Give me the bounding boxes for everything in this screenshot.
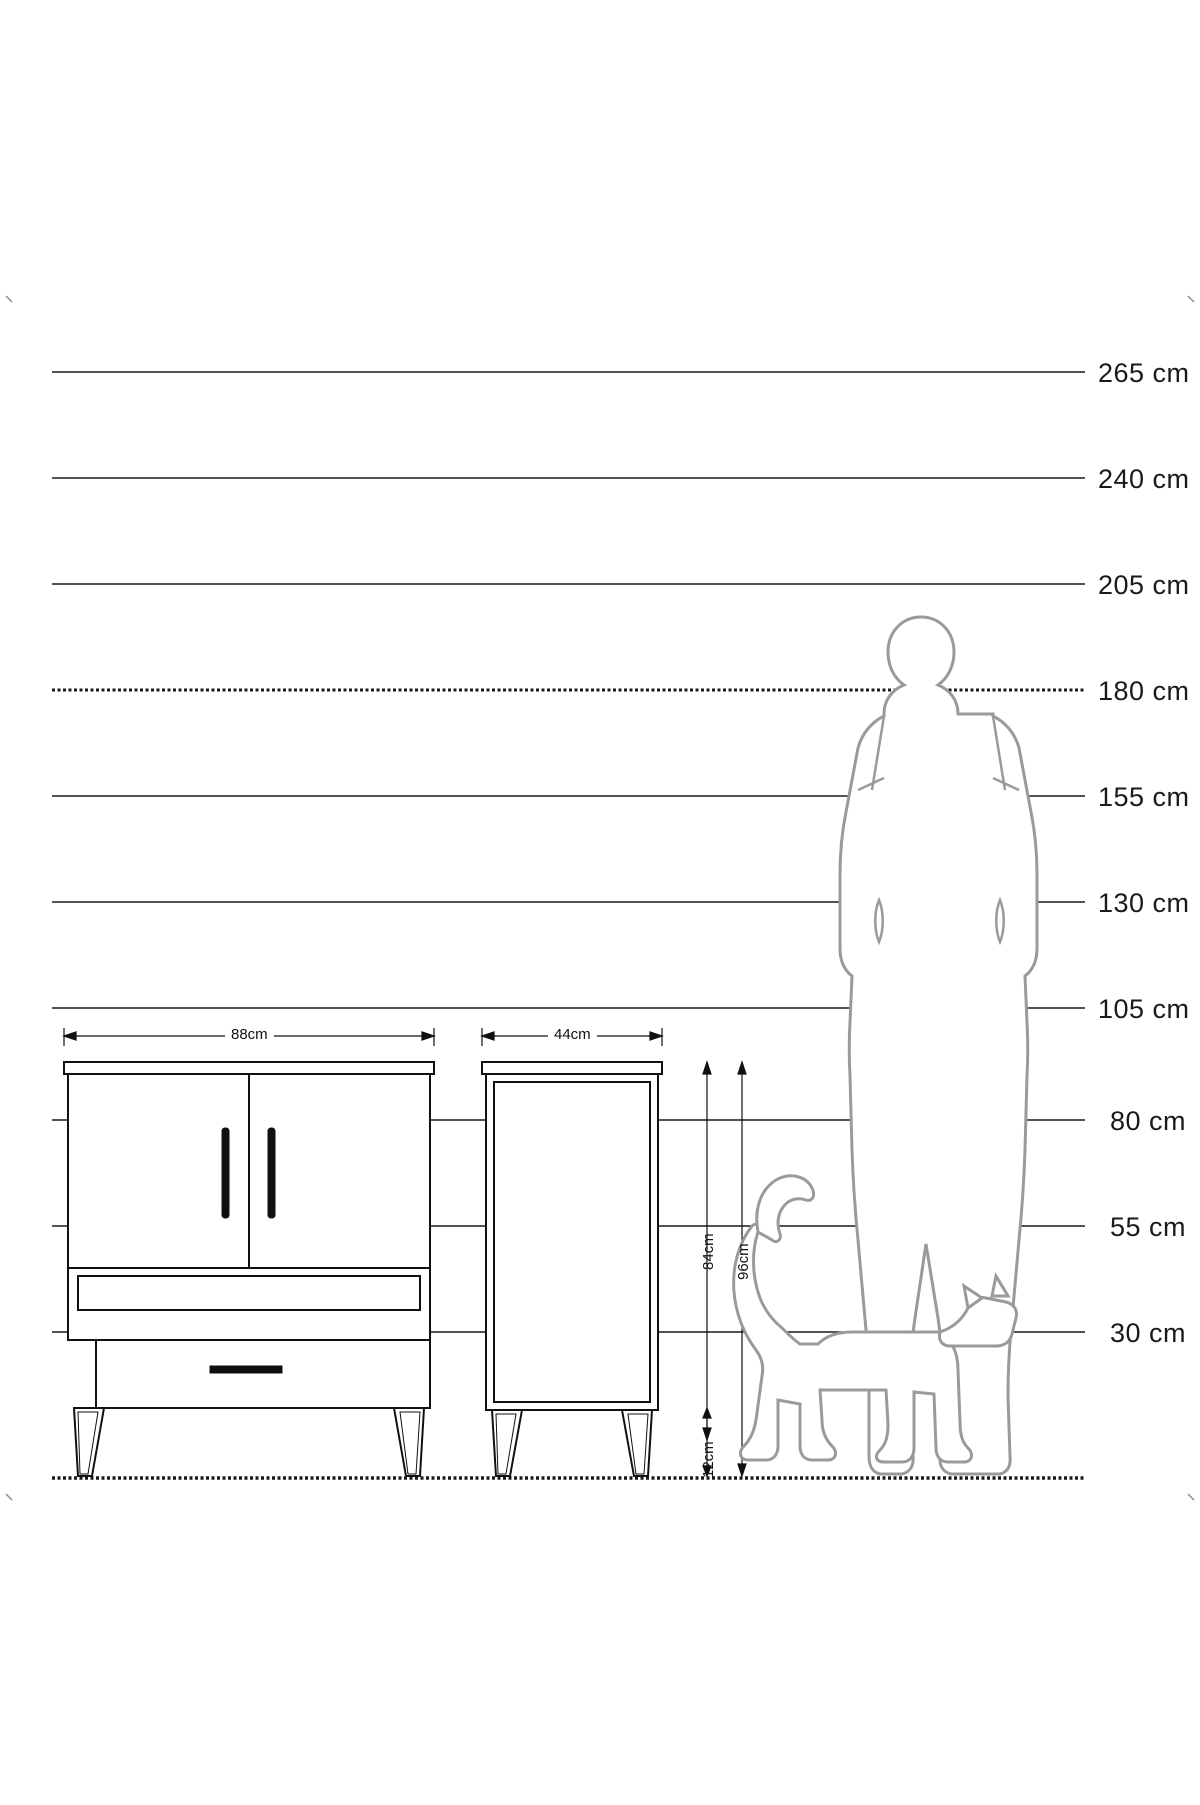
dim-12-arrow-top bbox=[703, 1408, 711, 1418]
tall-cabinet bbox=[482, 1062, 662, 1476]
scale-label-155: 155 cm bbox=[1098, 782, 1190, 812]
dim-96-arrow-bottom bbox=[738, 1464, 746, 1476]
dim-88-arrow-left bbox=[64, 1032, 76, 1040]
corner-mark-bottom-right bbox=[1188, 1494, 1194, 1500]
cabinet-top-board bbox=[64, 1062, 434, 1074]
scale-label-180: 180 cm bbox=[1098, 676, 1190, 706]
dim-label-height-12: 12cm bbox=[700, 1441, 717, 1478]
corner-mark-top-left bbox=[6, 296, 12, 302]
corner-mark-top-right bbox=[1188, 296, 1194, 302]
corner-mark-bottom-left bbox=[6, 1494, 12, 1500]
scale-label-205: 205 cm bbox=[1098, 570, 1190, 600]
cabinet-door-handle-left bbox=[222, 1128, 229, 1218]
tall-cabinet-door bbox=[494, 1082, 650, 1402]
scale-label-240: 240 cm bbox=[1098, 464, 1190, 494]
scale-label-55: 55 cm bbox=[1110, 1212, 1187, 1242]
scale-label-130: 130 cm bbox=[1098, 888, 1190, 918]
dim-96-arrow-top bbox=[738, 1062, 746, 1074]
dim-label-tall-unit-width: 44cm bbox=[548, 1026, 597, 1043]
human-arm-gap-left bbox=[875, 900, 883, 942]
two-door-cabinet bbox=[64, 1062, 434, 1476]
dim-84-arrow-top bbox=[703, 1062, 711, 1074]
scale-label-105: 105 cm bbox=[1098, 994, 1190, 1024]
dim-44-arrow-right bbox=[650, 1032, 662, 1040]
human-arm-gap-right bbox=[996, 900, 1004, 942]
dim-label-height-84: 84cm bbox=[700, 1233, 717, 1270]
dim-88-arrow-right bbox=[422, 1032, 434, 1040]
cabinet-drawer-handle bbox=[210, 1366, 282, 1373]
scale-label-80: 80 cm bbox=[1110, 1106, 1187, 1136]
tall-cabinet-top-board bbox=[482, 1062, 662, 1074]
cat-tail bbox=[757, 1176, 814, 1242]
cabinet-door-handle-right bbox=[268, 1128, 275, 1218]
dim-label-height-96: 96cm bbox=[735, 1243, 752, 1280]
cabinet-shelf-inner bbox=[78, 1276, 420, 1310]
cabinet-drawer bbox=[96, 1340, 430, 1408]
dim-label-cabinet-width: 88cm bbox=[225, 1026, 274, 1043]
scale-label-30: 30 cm bbox=[1110, 1318, 1187, 1348]
dim-44-arrow-left bbox=[482, 1032, 494, 1040]
scale-label-265: 265 cm bbox=[1098, 358, 1190, 388]
